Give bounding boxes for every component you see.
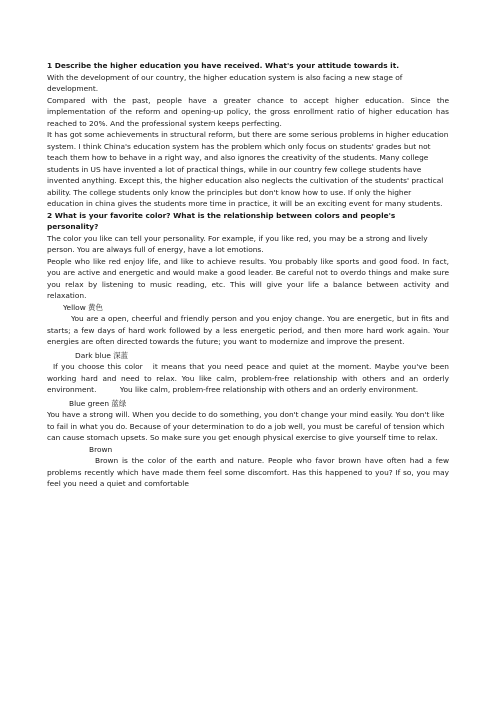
color-description-blue-green: You have a strong will. When you decide to do something, you don't change your mind easily. You don't like to fail in what you do. Because of your determination to do a job well, you must be careful of tension which can cause stomach upsets. So make sure you get enough physical exercise to give yourself time to relax. xyxy=(47,410,445,442)
color-heading-blue-green: Blue green 蓝绿 xyxy=(69,398,127,408)
q1-paragraph: Compared with the past, people have a greater chance to accept higher education. Since the implementation of the reform and opening-up policy, the gross enrollment ratio of higher education has reached to 20%. And the professional system keeps perfecting. xyxy=(47,95,449,128)
q2-paragraph: People who like red enjoy life, and like to achieve results. You probably like sports and good food. In fact, you are active and energetic and would make a good leader. Be careful not to overdo things and make sure you relax by listening to music reading, etc. This will give your life a balance between activity and relaxation. xyxy=(47,256,449,300)
color-description-brown: Brown is the color of the earth and nature. People who favor brown have often had a few problems recently which have made them feel some discomfort. Has this happened to you? If so, you may feel you need a quiet and comfortable xyxy=(47,456,449,488)
color-description-yellow: You are a open, cheerful and friendly person and you enjoy change. You are energetic, but in fits and starts; a few days of hard work followed by a less energetic period, and then more hard work again. Your energies are often directed towards the future; you want to modernize and improve the present. xyxy=(47,314,449,346)
q1-paragraph: With the development of our country, the higher education system is also facing a new stage of development. xyxy=(47,72,403,93)
color-heading-dark-blue: Dark blue 深蓝 xyxy=(75,350,129,360)
question-2-heading: 2 What is your favorite color? What is the relationship between colors and people's personality? xyxy=(47,210,396,231)
color-description-dark-blue: If you choose this color it means that you need peace and quiet at the moment. Maybe you've been working hard and need to relax. You like calm, problem-free relationship with others and an orderly environment. You like calm, problem-free relationship with others and an orderly environment. xyxy=(47,362,452,394)
q1-paragraph: It has got some achievements in structural reform, but there are some serious problems in higher education system. I think China's education system has the problem which only focus on students' grades but not teach them how to behave in a right way, and also ignores the creativity of the students. Many college students in US have invented a lot of practical things, while in our country few college students have invented anything. Except this, the higher education also neglects the cultivation of the students' practical ability. The college students only know the principles but don't know how to use. If only the higher education in china gives the students more time in practice, it will be an exciting event for many students. xyxy=(47,130,449,208)
color-heading-brown: Brown xyxy=(89,444,113,454)
color-heading-yellow: Yellow 黄色 xyxy=(63,302,103,312)
document-page xyxy=(47,60,452,490)
question-1-heading: 1 Describe the higher education you have received. What's your attitude towards it. xyxy=(47,61,400,70)
q2-paragraph: The color you like can tell your personality. For example, if you like red, you may be a strong and lively person. You are always full of energy, have a lot emotions. xyxy=(47,233,428,254)
